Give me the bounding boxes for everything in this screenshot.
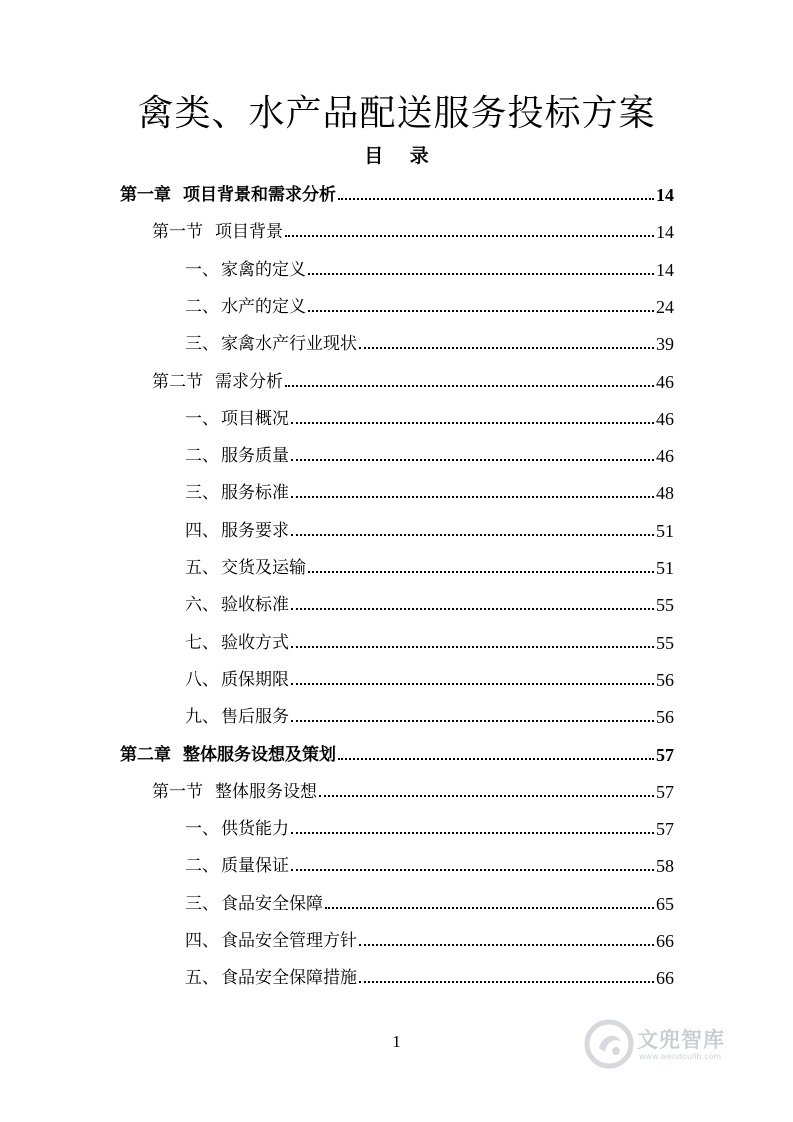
toc-entry-number: 三、 — [185, 894, 219, 914]
toc-entry-number: 第二节 — [152, 372, 203, 392]
toc-entry[interactable] — [185, 847, 674, 877]
document-title: 禽类、水产品配送服务投标方案 — [137, 93, 656, 134]
toc-entry-title: 服务质量 — [221, 446, 289, 466]
toc-entry-title: 整体服务设想及策划 — [183, 745, 336, 765]
toc-dot-leader — [338, 758, 654, 760]
toc-dot-leader — [291, 422, 654, 424]
watermark-url: www.wendoulib.com — [639, 1052, 722, 1061]
toc-entry[interactable] — [152, 213, 674, 243]
toc-entry-page: 66 — [656, 968, 674, 988]
toc-entry-title: 项目概况 — [221, 409, 289, 429]
toc-entry-title: 售后服务 — [221, 707, 289, 727]
toc-entry[interactable] — [185, 512, 674, 542]
toc-entry-page: 14 — [656, 260, 674, 280]
toc-dot-leader — [291, 608, 654, 610]
toc-entry-title: 家禽水产行业现状 — [221, 334, 357, 354]
toc-entry-page: 46 — [656, 409, 674, 429]
toc-entry[interactable] — [185, 810, 674, 840]
toc-dot-leader — [308, 310, 654, 312]
toc-entry-number: 六、 — [185, 595, 219, 615]
toc-entry-title: 质量保证 — [221, 856, 289, 876]
toc-dot-leader — [291, 534, 654, 536]
toc-dot-leader — [325, 907, 654, 909]
toc-entry-number: 七、 — [185, 633, 219, 653]
toc-entry-number: 一、 — [185, 819, 219, 839]
toc-entry-number: 二、 — [185, 297, 219, 317]
toc-entry-number: 八、 — [185, 670, 219, 690]
toc-entry-number: 第一章 — [120, 185, 171, 205]
toc-dot-leader — [308, 273, 654, 275]
toc-entry-number: 一、 — [185, 409, 219, 429]
toc-entry[interactable] — [185, 251, 674, 281]
toc-dot-leader — [285, 385, 654, 387]
toc-entry-page: 57 — [656, 745, 674, 765]
toc-entry[interactable] — [185, 288, 674, 318]
toc-dot-leader — [291, 496, 654, 498]
toc-dot-leader — [359, 944, 654, 946]
toc-entry[interactable] — [185, 549, 674, 579]
toc-entry-page: 51 — [656, 521, 674, 541]
toc-entry[interactable] — [185, 959, 674, 989]
toc-entry-page: 24 — [656, 297, 674, 317]
toc-entry-title: 需求分析 — [215, 372, 283, 392]
toc-entry-title: 家禽的定义 — [221, 260, 306, 280]
toc-dot-leader — [291, 646, 654, 648]
toc-entry-page: 56 — [656, 670, 674, 690]
toc-entry-page: 57 — [656, 819, 674, 839]
watermark — [583, 1018, 753, 1074]
toc-dot-leader — [359, 981, 654, 983]
toc-entry-page: 51 — [656, 558, 674, 578]
toc-entry[interactable] — [185, 437, 674, 467]
toc-dot-leader — [291, 832, 654, 834]
wendou-logo-icon — [583, 1018, 635, 1070]
toc-entry-number: 三、 — [185, 483, 219, 503]
toc-entry-number: 四、 — [185, 931, 219, 951]
toc-entry-title: 服务标准 — [221, 483, 289, 503]
toc-dot-leader — [285, 235, 654, 237]
toc-entry-title: 食品安全保障措施 — [221, 968, 357, 988]
toc-entry-title: 供货能力 — [221, 819, 289, 839]
toc-entry-page: 46 — [656, 446, 674, 466]
toc-entry-title: 项目背景和需求分析 — [183, 185, 336, 205]
toc-entry-number: 九、 — [185, 707, 219, 727]
toc-entry-title: 质保期限 — [221, 670, 289, 690]
toc-dot-leader — [291, 869, 654, 871]
toc-entry-page: 57 — [656, 782, 674, 802]
toc-entry-page: 48 — [656, 483, 674, 503]
toc-dot-leader — [319, 795, 654, 797]
toc-entry[interactable] — [185, 474, 674, 504]
toc-entry[interactable] — [152, 363, 674, 393]
toc-entry[interactable] — [185, 698, 674, 728]
toc-entry[interactable] — [120, 176, 674, 206]
toc-entry[interactable] — [185, 400, 674, 430]
toc-entry-title: 交货及运输 — [221, 558, 306, 578]
toc-entry-page: 58 — [656, 856, 674, 876]
toc-entry-page: 39 — [656, 334, 674, 354]
toc-heading: 目 录 — [364, 145, 439, 167]
toc-entry-number: 第二章 — [120, 745, 171, 765]
toc-entry-number: 五、 — [185, 968, 219, 988]
toc-entry-title: 验收方式 — [221, 633, 289, 653]
toc-entry-number: 第一节 — [152, 222, 203, 242]
toc-entry-number: 第一节 — [152, 782, 203, 802]
toc-entry-title: 项目背景 — [215, 222, 283, 242]
toc-dot-leader — [291, 683, 654, 685]
toc-entry-title: 食品安全管理方针 — [221, 931, 357, 951]
toc-entry-page: 46 — [656, 372, 674, 392]
toc-entry-page: 14 — [656, 222, 674, 242]
toc-entry-title: 整体服务设想 — [215, 782, 317, 802]
toc-entry-page: 65 — [656, 894, 674, 914]
toc-entry-number: 二、 — [185, 446, 219, 466]
toc-entry[interactable] — [185, 586, 674, 616]
toc-entry[interactable] — [185, 325, 674, 355]
toc-entry[interactable] — [185, 624, 674, 654]
toc-entry[interactable] — [185, 885, 674, 915]
toc-entry-title: 验收标准 — [221, 595, 289, 615]
toc-entry-page: 55 — [656, 633, 674, 653]
toc-entry-number: 一、 — [185, 260, 219, 280]
toc-entry-number: 二、 — [185, 856, 219, 876]
toc-entry-number: 五、 — [185, 558, 219, 578]
toc-entry-title: 水产的定义 — [221, 297, 306, 317]
toc-entry-page: 56 — [656, 707, 674, 727]
toc-entry-page: 66 — [656, 931, 674, 951]
toc-entry[interactable] — [152, 773, 674, 803]
toc-entry-page: 55 — [656, 595, 674, 615]
toc-entry-title: 食品安全保障 — [221, 894, 323, 914]
toc-entry-number: 四、 — [185, 521, 219, 541]
toc-entry-number: 三、 — [185, 334, 219, 354]
toc-dot-leader — [308, 571, 654, 573]
toc-dot-leader — [338, 198, 654, 200]
page-number: 1 — [392, 1032, 401, 1051]
toc-entry[interactable] — [185, 922, 674, 952]
toc-entry[interactable] — [120, 736, 674, 766]
watermark-name: 文兜智库 — [637, 1028, 725, 1052]
toc-dot-leader — [291, 459, 654, 461]
toc-entry[interactable] — [185, 661, 674, 691]
toc-entry-page: 14 — [656, 185, 674, 205]
toc-dot-leader — [291, 720, 654, 722]
toc-entry-title: 服务要求 — [221, 521, 289, 541]
toc-dot-leader — [359, 347, 654, 349]
